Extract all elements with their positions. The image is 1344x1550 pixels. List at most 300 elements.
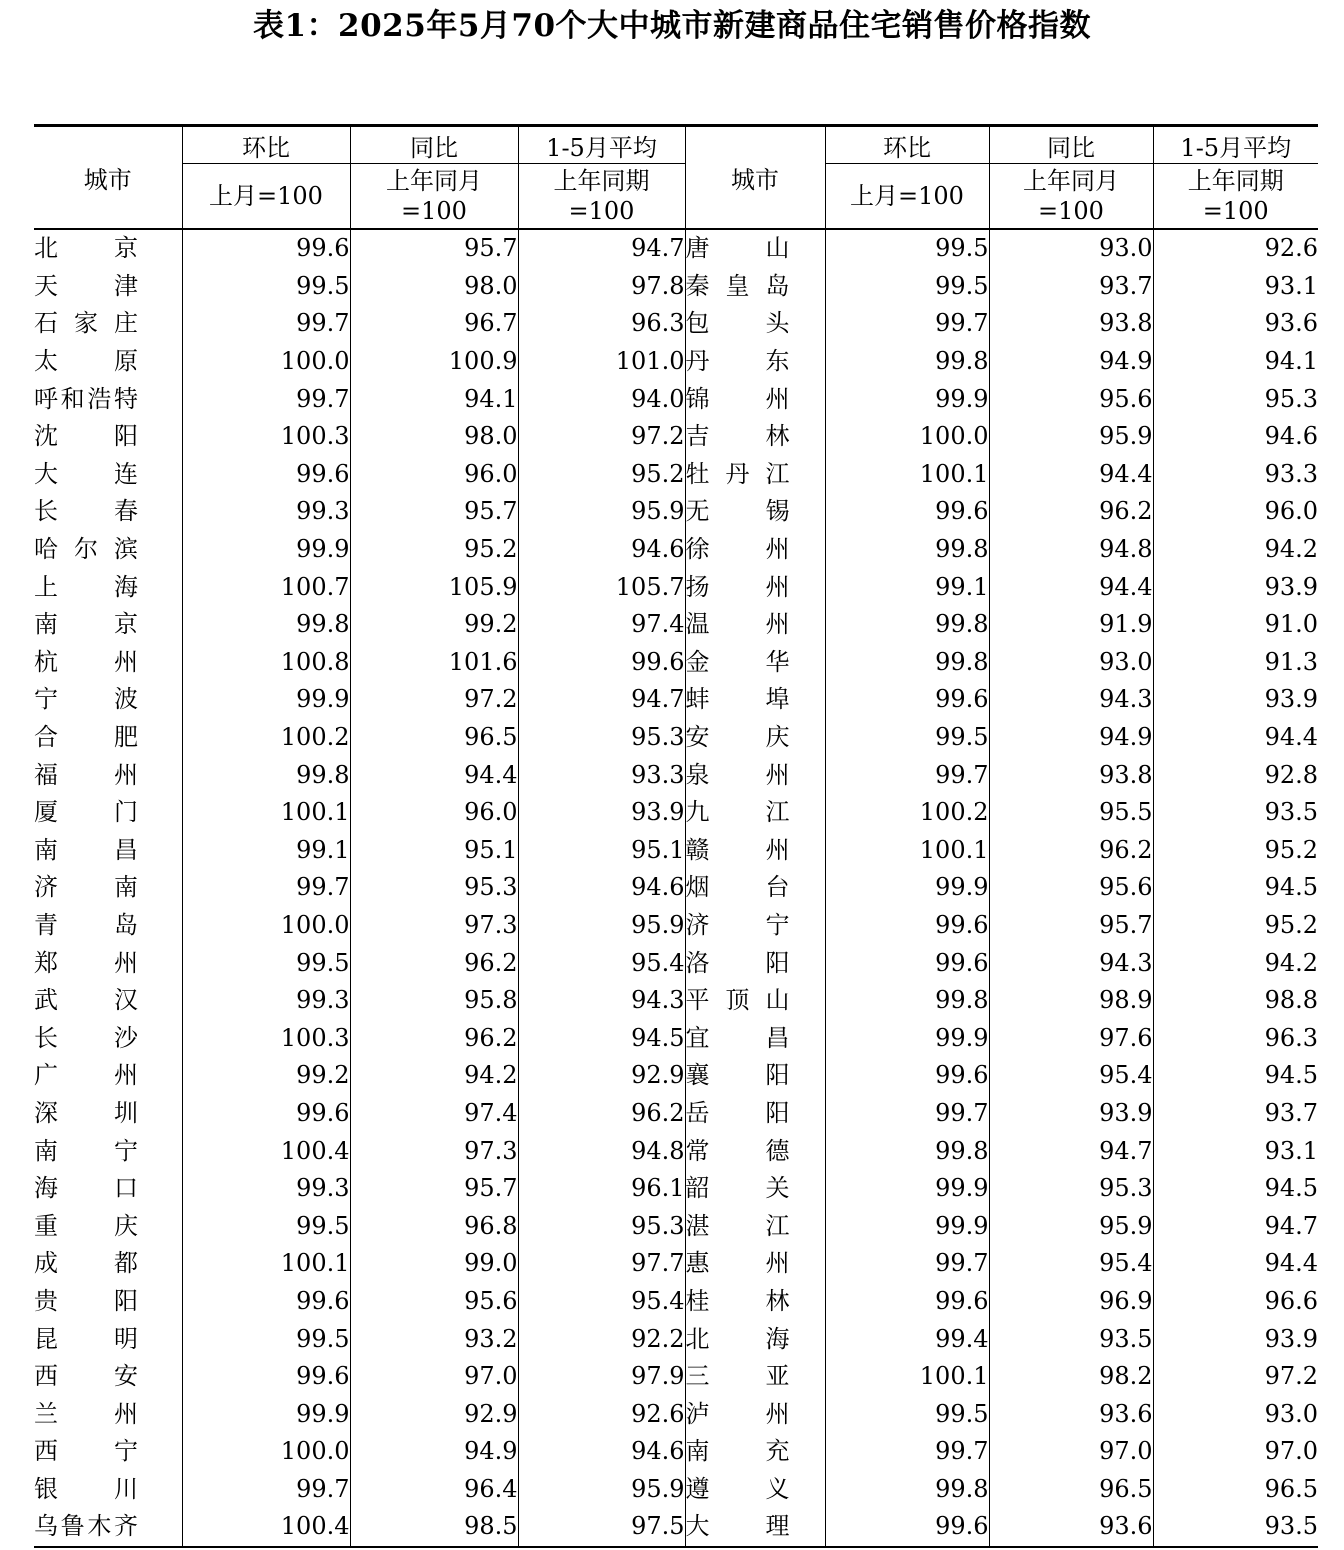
table-title: 表1：2025年5月70个大中城市新建商品住宅销售价格指数 bbox=[252, 8, 1092, 44]
avg-value-left: 94.5 bbox=[518, 1019, 685, 1057]
yoy-value-left: 94.1 bbox=[350, 380, 518, 418]
city-name: 北 京 bbox=[34, 234, 138, 263]
yoy-value-right: 95.9 bbox=[989, 418, 1153, 456]
city-name: 唐 山 bbox=[685, 234, 790, 263]
table-row bbox=[34, 531, 1318, 569]
city-name: 沈 阳 bbox=[34, 422, 138, 451]
city-name: 襄 阳 bbox=[685, 1061, 790, 1090]
table-row bbox=[34, 305, 1318, 343]
yoy-value-left: 97.2 bbox=[350, 681, 518, 719]
yoy-value-left: 95.7 bbox=[350, 1170, 518, 1208]
avg-value-right: 94.4 bbox=[1153, 719, 1318, 757]
mom-value-right: 99.1 bbox=[825, 568, 989, 606]
city-column-header-right: 城市 bbox=[685, 126, 825, 230]
table-row bbox=[34, 907, 1318, 945]
mom-value-left: 99.6 bbox=[182, 229, 350, 268]
avg-value-left: 92.2 bbox=[518, 1320, 685, 1358]
avg-value-left: 97.2 bbox=[518, 418, 685, 456]
mom-value-right: 99.5 bbox=[825, 1395, 989, 1433]
city-cell-left bbox=[34, 1170, 182, 1208]
mom-value-right: 100.1 bbox=[825, 1358, 989, 1396]
mom-value-right: 99.9 bbox=[825, 380, 989, 418]
table-row bbox=[34, 606, 1318, 644]
avg-value-left: 101.0 bbox=[518, 343, 685, 381]
city-cell-left bbox=[34, 1132, 182, 1170]
yoy-value-left: 94.4 bbox=[350, 756, 518, 794]
city-cell-right bbox=[685, 1019, 825, 1057]
city-name: 金 华 bbox=[685, 647, 790, 676]
mom-value-right: 99.8 bbox=[825, 343, 989, 381]
city-name: 大 连 bbox=[34, 459, 138, 488]
yoy-value-right: 95.4 bbox=[989, 1057, 1153, 1095]
city-name: 秦 皇 岛 bbox=[685, 271, 790, 300]
city-cell-right bbox=[685, 1170, 825, 1208]
avg-value-left: 95.4 bbox=[518, 1283, 685, 1321]
yoy-value-right: 93.0 bbox=[989, 644, 1153, 682]
yoy-value-left: 95.2 bbox=[350, 531, 518, 569]
avg-value-left: 95.3 bbox=[518, 1207, 685, 1245]
mom-value-left: 99.5 bbox=[182, 268, 350, 306]
table-row bbox=[34, 229, 1318, 268]
mom-value-right: 99.5 bbox=[825, 719, 989, 757]
city-name: 杭 州 bbox=[34, 647, 138, 676]
city-cell-left bbox=[34, 944, 182, 982]
yoy-value-right: 94.9 bbox=[989, 343, 1153, 381]
city-cell-right bbox=[685, 794, 825, 832]
yoy-value-left: 96.2 bbox=[350, 1019, 518, 1057]
yoy-value-left: 96.0 bbox=[350, 794, 518, 832]
city-name: 温 州 bbox=[685, 610, 790, 639]
mom-value-left: 99.6 bbox=[182, 1283, 350, 1321]
yoy-value-left: 92.9 bbox=[350, 1395, 518, 1433]
city-name: 西 宁 bbox=[34, 1437, 138, 1466]
city-name: 厦 门 bbox=[34, 798, 138, 827]
city-cell-left bbox=[34, 229, 182, 268]
city-column-header-left: 城市 bbox=[34, 126, 182, 230]
city-name: 三 亚 bbox=[685, 1362, 790, 1391]
yoy-base-line1: 上年同月 bbox=[386, 167, 482, 195]
table-row bbox=[34, 832, 1318, 870]
city-name: 天 津 bbox=[34, 271, 138, 300]
mom-value-left: 100.0 bbox=[182, 907, 350, 945]
table-row bbox=[34, 1245, 1318, 1283]
mom-value-right: 99.8 bbox=[825, 1471, 989, 1509]
avg-value-right: 92.8 bbox=[1153, 756, 1318, 794]
city-name: 呼 和 浩 特 bbox=[34, 384, 138, 413]
mom-value-left: 99.5 bbox=[182, 944, 350, 982]
mom-value-right: 100.2 bbox=[825, 794, 989, 832]
mom-value-right: 99.8 bbox=[825, 606, 989, 644]
avg-value-left: 92.6 bbox=[518, 1395, 685, 1433]
city-name: 兰 州 bbox=[34, 1399, 138, 1428]
yoy-value-right: 98.2 bbox=[989, 1358, 1153, 1396]
mom-value-right: 99.6 bbox=[825, 1283, 989, 1321]
mom-value-right: 99.9 bbox=[825, 1207, 989, 1245]
city-name: 贵 阳 bbox=[34, 1286, 138, 1315]
mom-value-left: 99.8 bbox=[182, 606, 350, 644]
city-name: 广 州 bbox=[34, 1061, 138, 1090]
mom-value-left: 100.7 bbox=[182, 568, 350, 606]
avg-value-left: 97.7 bbox=[518, 1245, 685, 1283]
city-name: 湛 江 bbox=[685, 1211, 790, 1240]
yoy-value-right: 93.8 bbox=[989, 305, 1153, 343]
table-row bbox=[34, 1358, 1318, 1396]
yoy-value-left: 95.7 bbox=[350, 493, 518, 531]
city-name: 南 充 bbox=[685, 1437, 790, 1466]
yoy-value-left: 99.2 bbox=[350, 606, 518, 644]
city-cell-left bbox=[34, 418, 182, 456]
city-name: 桂 林 bbox=[685, 1286, 790, 1315]
city-name: 平 顶 山 bbox=[685, 986, 790, 1015]
avg-value-right: 93.6 bbox=[1153, 305, 1318, 343]
city-name: 上 海 bbox=[34, 572, 138, 601]
city-name: 韶 关 bbox=[685, 1174, 790, 1203]
avg-base-header-right bbox=[1153, 164, 1318, 230]
mom-value-left: 99.2 bbox=[182, 1057, 350, 1095]
city-name: 济 南 bbox=[34, 873, 138, 902]
mom-value-left: 99.5 bbox=[182, 1320, 350, 1358]
yoy-value-right: 94.4 bbox=[989, 456, 1153, 494]
city-name: 大 理 bbox=[685, 1512, 790, 1541]
yoy-value-right: 93.5 bbox=[989, 1320, 1153, 1358]
table-row bbox=[34, 719, 1318, 757]
mom-value-right: 99.9 bbox=[825, 1170, 989, 1208]
mom-value-right: 99.8 bbox=[825, 644, 989, 682]
city-cell-right bbox=[685, 719, 825, 757]
city-cell-right bbox=[685, 982, 825, 1020]
mom-value-left: 99.3 bbox=[182, 493, 350, 531]
avg-value-right: 93.9 bbox=[1153, 1320, 1318, 1358]
mom-value-left: 99.8 bbox=[182, 756, 350, 794]
avg-value-left: 95.3 bbox=[518, 719, 685, 757]
avg-value-right: 93.5 bbox=[1153, 794, 1318, 832]
yoy-value-left: 95.3 bbox=[350, 869, 518, 907]
mom-value-left: 99.9 bbox=[182, 1395, 350, 1433]
table-row bbox=[34, 343, 1318, 381]
price-index-table bbox=[34, 124, 1318, 1548]
mom-value-left: 99.6 bbox=[182, 456, 350, 494]
city-name: 乌 鲁 木 齐 bbox=[34, 1512, 138, 1541]
city-name: 昆 明 bbox=[34, 1324, 138, 1353]
table-row bbox=[34, 1283, 1318, 1321]
avg-value-right: 94.7 bbox=[1153, 1207, 1318, 1245]
city-cell-right bbox=[685, 869, 825, 907]
avg-value-right: 92.6 bbox=[1153, 229, 1318, 268]
city-name: 合 肥 bbox=[34, 723, 138, 752]
mom-value-left: 99.1 bbox=[182, 832, 350, 870]
mom-value-right: 100.1 bbox=[825, 456, 989, 494]
yoy-value-left: 98.0 bbox=[350, 418, 518, 456]
city-name: 成 都 bbox=[34, 1249, 138, 1278]
city-name: 遵 义 bbox=[685, 1474, 790, 1503]
avg-value-right: 91.0 bbox=[1153, 606, 1318, 644]
avg-base-line2: =100 bbox=[1202, 197, 1269, 225]
city-name: 惠 州 bbox=[685, 1249, 790, 1278]
yoy-value-right: 97.0 bbox=[989, 1433, 1153, 1471]
mom-value-right: 99.6 bbox=[825, 681, 989, 719]
yoy-value-right: 96.9 bbox=[989, 1283, 1153, 1321]
city-cell-left bbox=[34, 832, 182, 870]
city-name: 宜 昌 bbox=[685, 1023, 790, 1052]
yoy-value-right: 93.0 bbox=[989, 229, 1153, 268]
mom-value-right: 99.9 bbox=[825, 869, 989, 907]
mom-base-header-left: 上月=100 bbox=[182, 164, 350, 230]
avg-value-right: 95.2 bbox=[1153, 907, 1318, 945]
yoy-value-left: 96.2 bbox=[350, 944, 518, 982]
yoy-value-right: 95.4 bbox=[989, 1245, 1153, 1283]
city-name: 银 川 bbox=[34, 1474, 138, 1503]
avg-value-left: 94.0 bbox=[518, 380, 685, 418]
avg-value-left: 105.7 bbox=[518, 568, 685, 606]
table-row bbox=[34, 456, 1318, 494]
city-cell-right bbox=[685, 493, 825, 531]
mom-value-left: 99.9 bbox=[182, 531, 350, 569]
mom-value-right: 99.6 bbox=[825, 493, 989, 531]
city-cell-right bbox=[685, 418, 825, 456]
avg-value-right: 97.2 bbox=[1153, 1358, 1318, 1396]
mom-value-left: 99.7 bbox=[182, 1471, 350, 1509]
yoy-value-left: 93.2 bbox=[350, 1320, 518, 1358]
city-cell-right bbox=[685, 1433, 825, 1471]
table-row bbox=[34, 869, 1318, 907]
avg-value-right: 95.3 bbox=[1153, 380, 1318, 418]
avg-value-left: 95.2 bbox=[518, 456, 685, 494]
city-cell-left bbox=[34, 1245, 182, 1283]
city-name: 无 锡 bbox=[685, 497, 790, 526]
mom-value-left: 99.7 bbox=[182, 869, 350, 907]
table-header bbox=[34, 126, 1318, 230]
city-name: 太 原 bbox=[34, 347, 138, 376]
avg-value-right: 94.1 bbox=[1153, 343, 1318, 381]
city-name: 岳 阳 bbox=[685, 1098, 790, 1127]
avg-value-right: 93.1 bbox=[1153, 1132, 1318, 1170]
mom-value-right: 99.4 bbox=[825, 1320, 989, 1358]
avg-value-left: 95.9 bbox=[518, 1471, 685, 1509]
city-cell-left bbox=[34, 493, 182, 531]
mom-value-left: 100.8 bbox=[182, 644, 350, 682]
yoy-base-header-right bbox=[989, 164, 1153, 230]
avg-value-left: 93.3 bbox=[518, 756, 685, 794]
yoy-value-right: 94.3 bbox=[989, 681, 1153, 719]
mom-value-right: 99.5 bbox=[825, 268, 989, 306]
avg-value-right: 98.8 bbox=[1153, 982, 1318, 1020]
avg-group-header-right: 1-5月平均 bbox=[1153, 126, 1318, 164]
yoy-value-right: 95.9 bbox=[989, 1207, 1153, 1245]
yoy-value-right: 95.7 bbox=[989, 907, 1153, 945]
city-cell-right bbox=[685, 644, 825, 682]
avg-value-left: 96.1 bbox=[518, 1170, 685, 1208]
table-body bbox=[34, 229, 1318, 1547]
yoy-value-right: 93.7 bbox=[989, 268, 1153, 306]
avg-value-right: 94.4 bbox=[1153, 1245, 1318, 1283]
yoy-value-right: 93.6 bbox=[989, 1508, 1153, 1547]
city-cell-left bbox=[34, 606, 182, 644]
city-name: 牡 丹 江 bbox=[685, 459, 790, 488]
city-cell-left bbox=[34, 1508, 182, 1547]
yoy-group-header-left: 同比 bbox=[350, 126, 518, 164]
table-row bbox=[34, 1132, 1318, 1170]
yoy-group-header-right: 同比 bbox=[989, 126, 1153, 164]
avg-value-right: 97.0 bbox=[1153, 1433, 1318, 1471]
city-cell-left bbox=[34, 681, 182, 719]
city-cell-right bbox=[685, 1132, 825, 1170]
mom-value-left: 100.1 bbox=[182, 1245, 350, 1283]
city-name: 郑 州 bbox=[34, 948, 138, 977]
avg-value-right: 93.9 bbox=[1153, 681, 1318, 719]
yoy-base-line2: =100 bbox=[1038, 197, 1104, 225]
mom-value-left: 99.3 bbox=[182, 982, 350, 1020]
yoy-value-right: 93.8 bbox=[989, 756, 1153, 794]
city-cell-left bbox=[34, 568, 182, 606]
table-row bbox=[34, 1471, 1318, 1509]
table-row bbox=[34, 1320, 1318, 1358]
avg-value-right: 91.3 bbox=[1153, 644, 1318, 682]
mom-value-left: 100.0 bbox=[182, 1433, 350, 1471]
mom-value-left: 100.3 bbox=[182, 418, 350, 456]
city-name: 丹 东 bbox=[685, 347, 790, 376]
avg-group-header-left: 1-5月平均 bbox=[518, 126, 685, 164]
city-name: 扬 州 bbox=[685, 572, 790, 601]
table-row bbox=[34, 644, 1318, 682]
table-row bbox=[34, 1508, 1318, 1547]
avg-value-left: 94.7 bbox=[518, 681, 685, 719]
city-name: 宁 波 bbox=[34, 685, 138, 714]
table-row bbox=[34, 568, 1318, 606]
avg-value-left: 92.9 bbox=[518, 1057, 685, 1095]
city-cell-left bbox=[34, 343, 182, 381]
mom-value-left: 100.0 bbox=[182, 343, 350, 381]
mom-value-right: 99.7 bbox=[825, 1433, 989, 1471]
yoy-value-left: 98.5 bbox=[350, 1508, 518, 1547]
city-cell-right bbox=[685, 756, 825, 794]
city-name: 九 江 bbox=[685, 798, 790, 827]
yoy-value-right: 96.5 bbox=[989, 1471, 1153, 1509]
city-cell-right bbox=[685, 1395, 825, 1433]
table-row bbox=[34, 418, 1318, 456]
yoy-value-right: 93.9 bbox=[989, 1095, 1153, 1133]
city-name: 安 庆 bbox=[685, 723, 790, 752]
mom-group-header-right: 环比 bbox=[825, 126, 989, 164]
mom-value-left: 99.7 bbox=[182, 380, 350, 418]
yoy-value-left: 97.3 bbox=[350, 1132, 518, 1170]
mom-value-right: 99.7 bbox=[825, 756, 989, 794]
mom-value-left: 99.9 bbox=[182, 681, 350, 719]
city-cell-left bbox=[34, 380, 182, 418]
city-name: 海 口 bbox=[34, 1174, 138, 1203]
yoy-value-right: 95.6 bbox=[989, 380, 1153, 418]
yoy-value-left: 95.1 bbox=[350, 832, 518, 870]
table-row bbox=[34, 982, 1318, 1020]
yoy-value-right: 97.6 bbox=[989, 1019, 1153, 1057]
city-cell-right bbox=[685, 305, 825, 343]
avg-value-right: 93.3 bbox=[1153, 456, 1318, 494]
yoy-value-left: 94.9 bbox=[350, 1433, 518, 1471]
avg-value-left: 94.6 bbox=[518, 1433, 685, 1471]
yoy-value-left: 95.8 bbox=[350, 982, 518, 1020]
mom-value-right: 99.6 bbox=[825, 1508, 989, 1547]
mom-value-right: 100.0 bbox=[825, 418, 989, 456]
city-cell-right bbox=[685, 606, 825, 644]
yoy-base-line1: 上年同月 bbox=[1023, 167, 1119, 195]
city-cell-left bbox=[34, 869, 182, 907]
table-row bbox=[34, 1170, 1318, 1208]
yoy-value-left: 100.9 bbox=[350, 343, 518, 381]
avg-value-left: 96.3 bbox=[518, 305, 685, 343]
city-cell-left bbox=[34, 1395, 182, 1433]
mom-value-right: 99.6 bbox=[825, 944, 989, 982]
mom-value-right: 100.1 bbox=[825, 832, 989, 870]
city-name: 常 德 bbox=[685, 1136, 790, 1165]
city-name: 泉 州 bbox=[685, 760, 790, 789]
city-cell-right bbox=[685, 1358, 825, 1396]
city-name: 洛 阳 bbox=[685, 948, 790, 977]
yoy-value-left: 98.0 bbox=[350, 268, 518, 306]
avg-value-left: 93.9 bbox=[518, 794, 685, 832]
city-cell-right bbox=[685, 907, 825, 945]
city-name: 烟 台 bbox=[685, 873, 790, 902]
city-name: 吉 林 bbox=[685, 422, 790, 451]
mom-value-right: 99.6 bbox=[825, 907, 989, 945]
table-row bbox=[34, 1395, 1318, 1433]
city-cell-right bbox=[685, 832, 825, 870]
avg-value-left: 94.3 bbox=[518, 982, 685, 1020]
mom-value-left: 99.3 bbox=[182, 1170, 350, 1208]
table-row bbox=[34, 380, 1318, 418]
avg-value-left: 95.9 bbox=[518, 907, 685, 945]
city-cell-right bbox=[685, 531, 825, 569]
city-name: 包 头 bbox=[685, 309, 790, 338]
avg-value-right: 93.0 bbox=[1153, 1395, 1318, 1433]
avg-value-right: 93.5 bbox=[1153, 1508, 1318, 1547]
city-cell-left bbox=[34, 268, 182, 306]
yoy-base-header-left bbox=[350, 164, 518, 230]
avg-value-right: 96.5 bbox=[1153, 1471, 1318, 1509]
city-name: 福 州 bbox=[34, 760, 138, 789]
avg-value-right: 93.1 bbox=[1153, 268, 1318, 306]
mom-value-left: 100.3 bbox=[182, 1019, 350, 1057]
mom-value-right: 99.5 bbox=[825, 229, 989, 268]
city-name: 长 沙 bbox=[34, 1023, 138, 1052]
avg-value-right: 93.9 bbox=[1153, 568, 1318, 606]
table-row bbox=[34, 1057, 1318, 1095]
yoy-value-right: 94.9 bbox=[989, 719, 1153, 757]
mom-value-left: 99.5 bbox=[182, 1207, 350, 1245]
table-row bbox=[34, 756, 1318, 794]
avg-value-left: 95.9 bbox=[518, 493, 685, 531]
yoy-value-left: 105.9 bbox=[350, 568, 518, 606]
avg-value-left: 95.1 bbox=[518, 832, 685, 870]
city-name: 南 昌 bbox=[34, 835, 138, 864]
mom-value-right: 99.8 bbox=[825, 982, 989, 1020]
city-name: 青 岛 bbox=[34, 910, 138, 939]
city-cell-left bbox=[34, 719, 182, 757]
city-cell-left bbox=[34, 531, 182, 569]
mom-value-right: 99.7 bbox=[825, 1245, 989, 1283]
yoy-value-right: 94.7 bbox=[989, 1132, 1153, 1170]
city-name: 重 庆 bbox=[34, 1211, 138, 1240]
city-cell-right bbox=[685, 1471, 825, 1509]
city-cell-right bbox=[685, 229, 825, 268]
mom-base-header-right: 上月=100 bbox=[825, 164, 989, 230]
city-cell-left bbox=[34, 756, 182, 794]
mom-value-right: 99.9 bbox=[825, 1019, 989, 1057]
avg-value-left: 94.7 bbox=[518, 229, 685, 268]
city-cell-left bbox=[34, 1095, 182, 1133]
table-row bbox=[34, 1207, 1318, 1245]
city-cell-right bbox=[685, 1320, 825, 1358]
yoy-value-right: 91.9 bbox=[989, 606, 1153, 644]
city-cell-left bbox=[34, 1433, 182, 1471]
